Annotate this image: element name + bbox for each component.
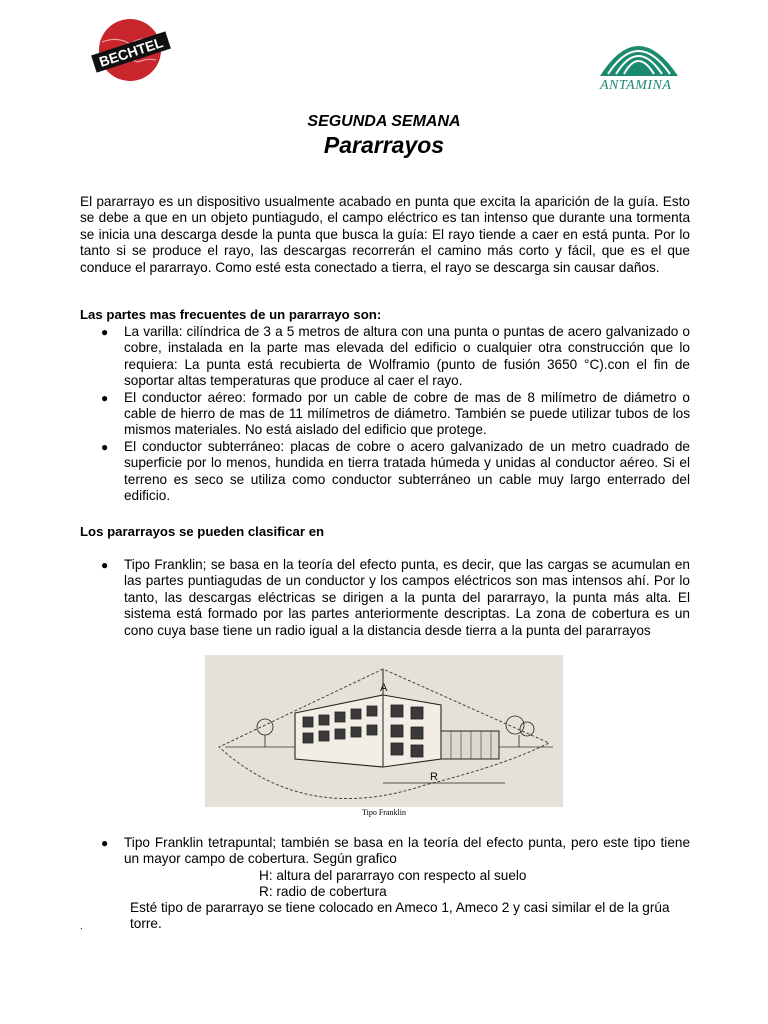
classification-heading: Los pararrayos se pueden clasificar en [80, 524, 325, 539]
parts-heading: Las partes mas frecuentes de un pararrayo son: [80, 307, 382, 322]
bechtel-logo [88, 16, 174, 84]
figure-caption: Tipo Franklin [362, 808, 406, 817]
list-item: ● Tipo Franklin; se basa en la teoría del efecto punta, es decir, que las cargas se acumulan en las partes puntiagudas de un conductor y los campos eléctricos son mas intensos ahí. Por lo tanto, las descargas eléctricas se dirigen a la punta del pararrayo, la punta más alta. El sistema está formado por las partes anteriormente descriptas. La zona de cobertura es un cono cuya base tiene un radio igual a la distancia desde tierra a la punta del pararrayos [101, 557, 690, 638]
closing-paragraph: Esté tipo de pararrayo se tiene colocado en Ameco 1, Ameco 2 y casi similar el de la grúa torre. [130, 900, 670, 932]
list-item: ● Tipo Franklin tetrapuntal; también se basa en la teoría del efecto punta, pero este tipo tiene un mayor campo de cobertura. Según grafico [101, 835, 690, 867]
trailing-dot: . [80, 921, 83, 932]
tetrapuntal-list [80, 835, 690, 868]
svg-text:BECHTEL: BECHTEL [97, 34, 165, 70]
section-subtitle: SEGUNDA SEMANA [307, 113, 461, 130]
figure-label-a: A [380, 682, 388, 694]
bullet-icon: ● [101, 836, 109, 850]
bullet-icon: ● [101, 390, 109, 405]
franklin-list [80, 557, 690, 639]
franklin-diagram [205, 655, 563, 807]
list-item: ● El conductor subterráneo: placas de cobre o acero galvanizado de un metro cuadrado de superficie por lo menos, hundida en tierra tratada húmeda y unidas al conductor aéreo. Si el terreno es seco se utiliza como conductor subterráneo un cable muy largo enterrado del edificio. [101, 438, 690, 504]
intro-paragraph: El pararrayo es un dispositivo usualmente acabado en punta que excita la aparición de la guía. Esto se debe a que en un objeto puntiagudo, el campo eléctrico es tan intenso que durante una tormenta se inicia una descarga desde la punta que busca la guía: El rayo tiende a caer en está punta. Por lo tanto si se produce el rayo, las descargas recorrerán el camino más corto y fácil, que es el que conduce el pararrayo. Como esté esta conectado a tierra, el rayo se descarga sin causar daños. [80, 194, 690, 275]
bullet-icon: ● [101, 558, 109, 572]
antamina-logo-text: ANTAMINA [600, 78, 672, 93]
definition-r: R: radio de cobertura [259, 884, 387, 899]
list-item: ● El conductor aéreo: formado por un cable de cobre de mas de 8 milímetro de diámetro o cable de hierro de mas de 11 milímetros de diámetro. También se puede utilizar tubos de los mismos materiales. No está aislado del edificio que protege. [101, 389, 690, 438]
list-item: ● La varilla: cilíndrica de 3 a 5 metros de altura con una punta o puntas de acero galvanizado o cobre, instalada en la parte mas elevada del edificio o cualquier otra construcción que lo requiera: La punta está recubierta de Wolframio (punto de fusión 3650 °C).con el fin de soportar altas temperaturas que produce al caer el rayo. [101, 324, 690, 389]
parts-list [80, 324, 690, 504]
figure-label-r: R [430, 771, 438, 783]
bullet-icon: ● [101, 325, 109, 339]
bullet-icon: ● [101, 439, 109, 454]
definition-h: H: altura del pararrayo con respecto al suelo [259, 868, 527, 883]
page-title: Pararrayos [323, 132, 445, 158]
